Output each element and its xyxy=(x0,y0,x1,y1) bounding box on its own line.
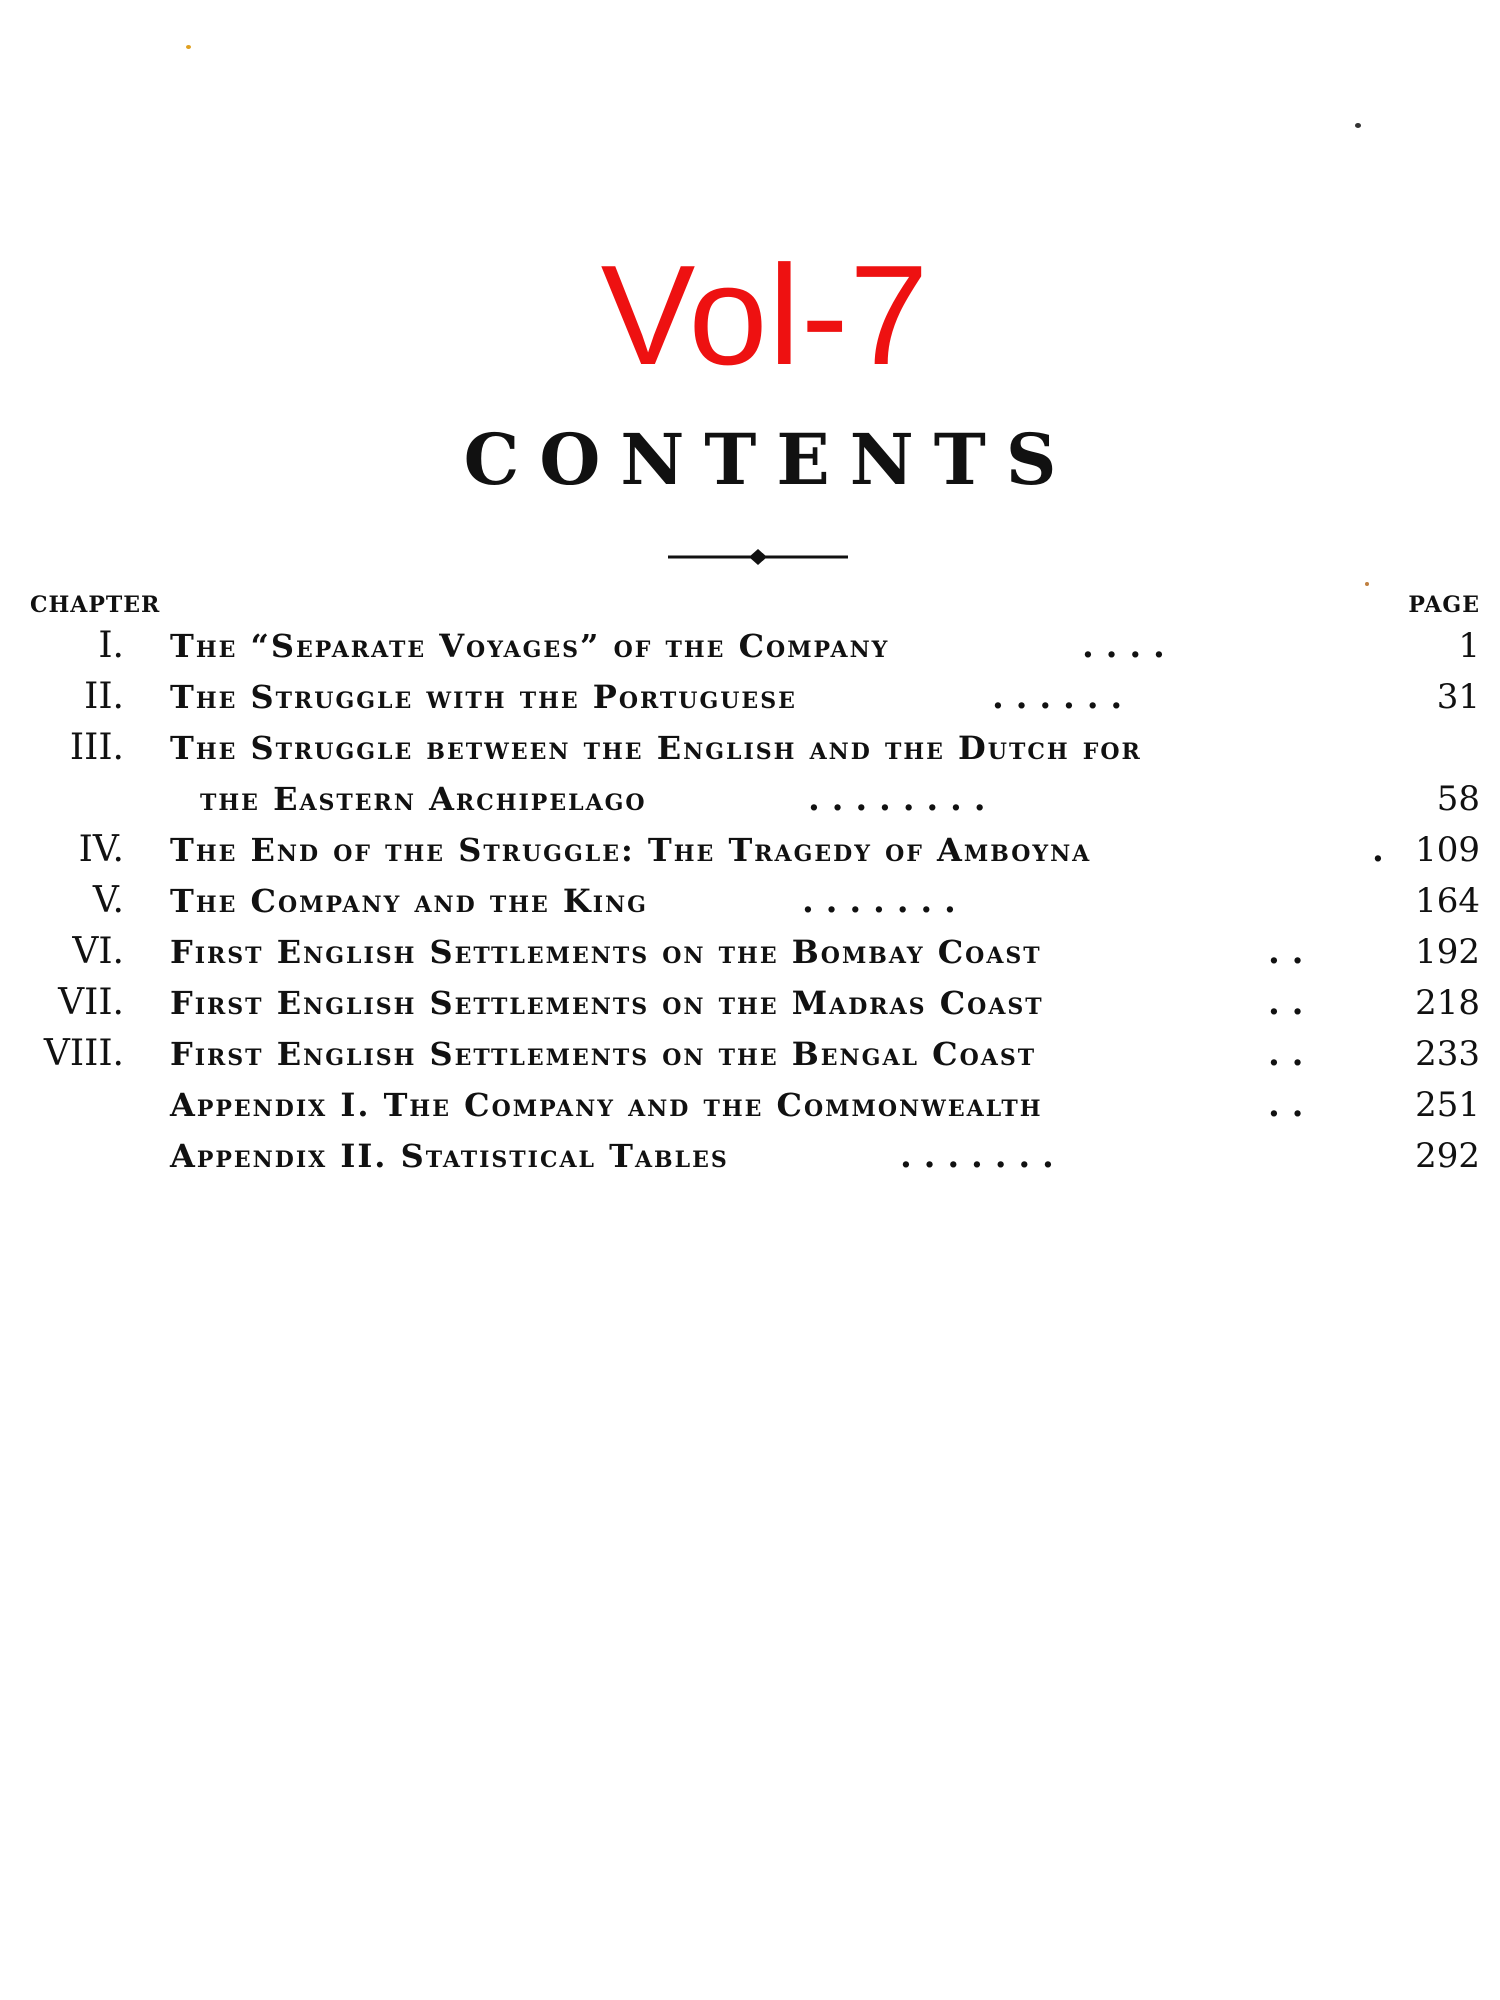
contents-heading: CONTENTS xyxy=(463,418,1077,501)
chapter-numeral: VI. xyxy=(72,931,124,972)
dot-leaders: . . . . . . . xyxy=(802,881,956,921)
chapter-title: The Struggle with the Portuguese xyxy=(170,678,797,716)
page-number: 233 xyxy=(1415,1034,1480,1074)
dot-leaders: . . . . . . xyxy=(992,677,1123,717)
toc-entry xyxy=(0,828,1500,876)
dot-leaders: . . xyxy=(1268,1085,1304,1125)
page-number: 1 xyxy=(1458,626,1480,666)
chapter-column-header: CHAPTER xyxy=(30,592,161,618)
dot-leaders: . . xyxy=(1268,1034,1304,1074)
chapter-title: First English Settlements on the Bombay Coast xyxy=(170,933,1042,971)
dot-leaders: . xyxy=(1372,830,1384,870)
chapter-title: First English Settlements on the Madras Coast xyxy=(170,984,1044,1022)
dot-leaders: . . . . xyxy=(1082,626,1165,666)
chapter-numeral: III. xyxy=(69,727,124,768)
divider-ornament xyxy=(668,546,848,568)
toc-entry xyxy=(0,930,1500,978)
toc-entry xyxy=(0,1134,1500,1182)
scan-speck xyxy=(1355,123,1361,128)
toc-entry xyxy=(0,675,1500,723)
chapter-title: The End of the Struggle: The Tragedy of Amboyna xyxy=(170,831,1092,869)
chapter-title: The Struggle between the English and the Dutch for xyxy=(170,729,1142,767)
dot-leaders: . . xyxy=(1268,983,1304,1023)
page-number: 31 xyxy=(1436,677,1480,717)
toc-entry xyxy=(0,1032,1500,1080)
page-number: 109 xyxy=(1415,830,1480,870)
chapter-numeral: I. xyxy=(98,625,124,666)
chapter-numeral: IV. xyxy=(78,829,124,870)
dot-leaders: . . . . . . . . xyxy=(808,779,986,819)
appendix-title: Appendix II. Statistical Tables xyxy=(170,1137,729,1175)
scan-speck xyxy=(186,45,191,49)
chapter-numeral: VIII. xyxy=(43,1033,124,1074)
chapter-numeral: V. xyxy=(92,880,124,921)
dot-leaders: . . xyxy=(1268,932,1304,972)
page-number: 164 xyxy=(1415,881,1480,921)
page-number: 192 xyxy=(1415,932,1480,972)
chapter-title: First English Settlements on the Bengal Coast xyxy=(170,1035,1037,1073)
page-number: 58 xyxy=(1436,779,1480,819)
appendix-title: Appendix I. The Company and the Commonwealth xyxy=(170,1086,1043,1124)
toc-entry xyxy=(0,624,1500,672)
chapter-numeral: VII. xyxy=(58,982,124,1023)
toc-entry xyxy=(0,981,1500,1029)
page-column-header: PAGE xyxy=(1408,592,1480,618)
dot-leaders: . . . . . . . xyxy=(900,1136,1054,1176)
volume-label: Vol-7 xyxy=(600,236,930,395)
toc-entry xyxy=(0,1083,1500,1131)
page-number: 251 xyxy=(1415,1085,1480,1125)
chapter-title-continued: the Eastern Archipelago xyxy=(200,780,647,818)
scan-speck xyxy=(1365,582,1369,586)
toc-entry xyxy=(0,777,1500,825)
page-number: 218 xyxy=(1415,983,1480,1023)
chapter-title: The “Separate Voyages” of the Company xyxy=(170,627,890,665)
toc-entry xyxy=(0,726,1500,774)
chapter-numeral: II. xyxy=(84,676,124,717)
toc-entry xyxy=(0,879,1500,927)
chapter-title: The Company and the King xyxy=(170,882,648,920)
page-number: 292 xyxy=(1415,1136,1480,1176)
